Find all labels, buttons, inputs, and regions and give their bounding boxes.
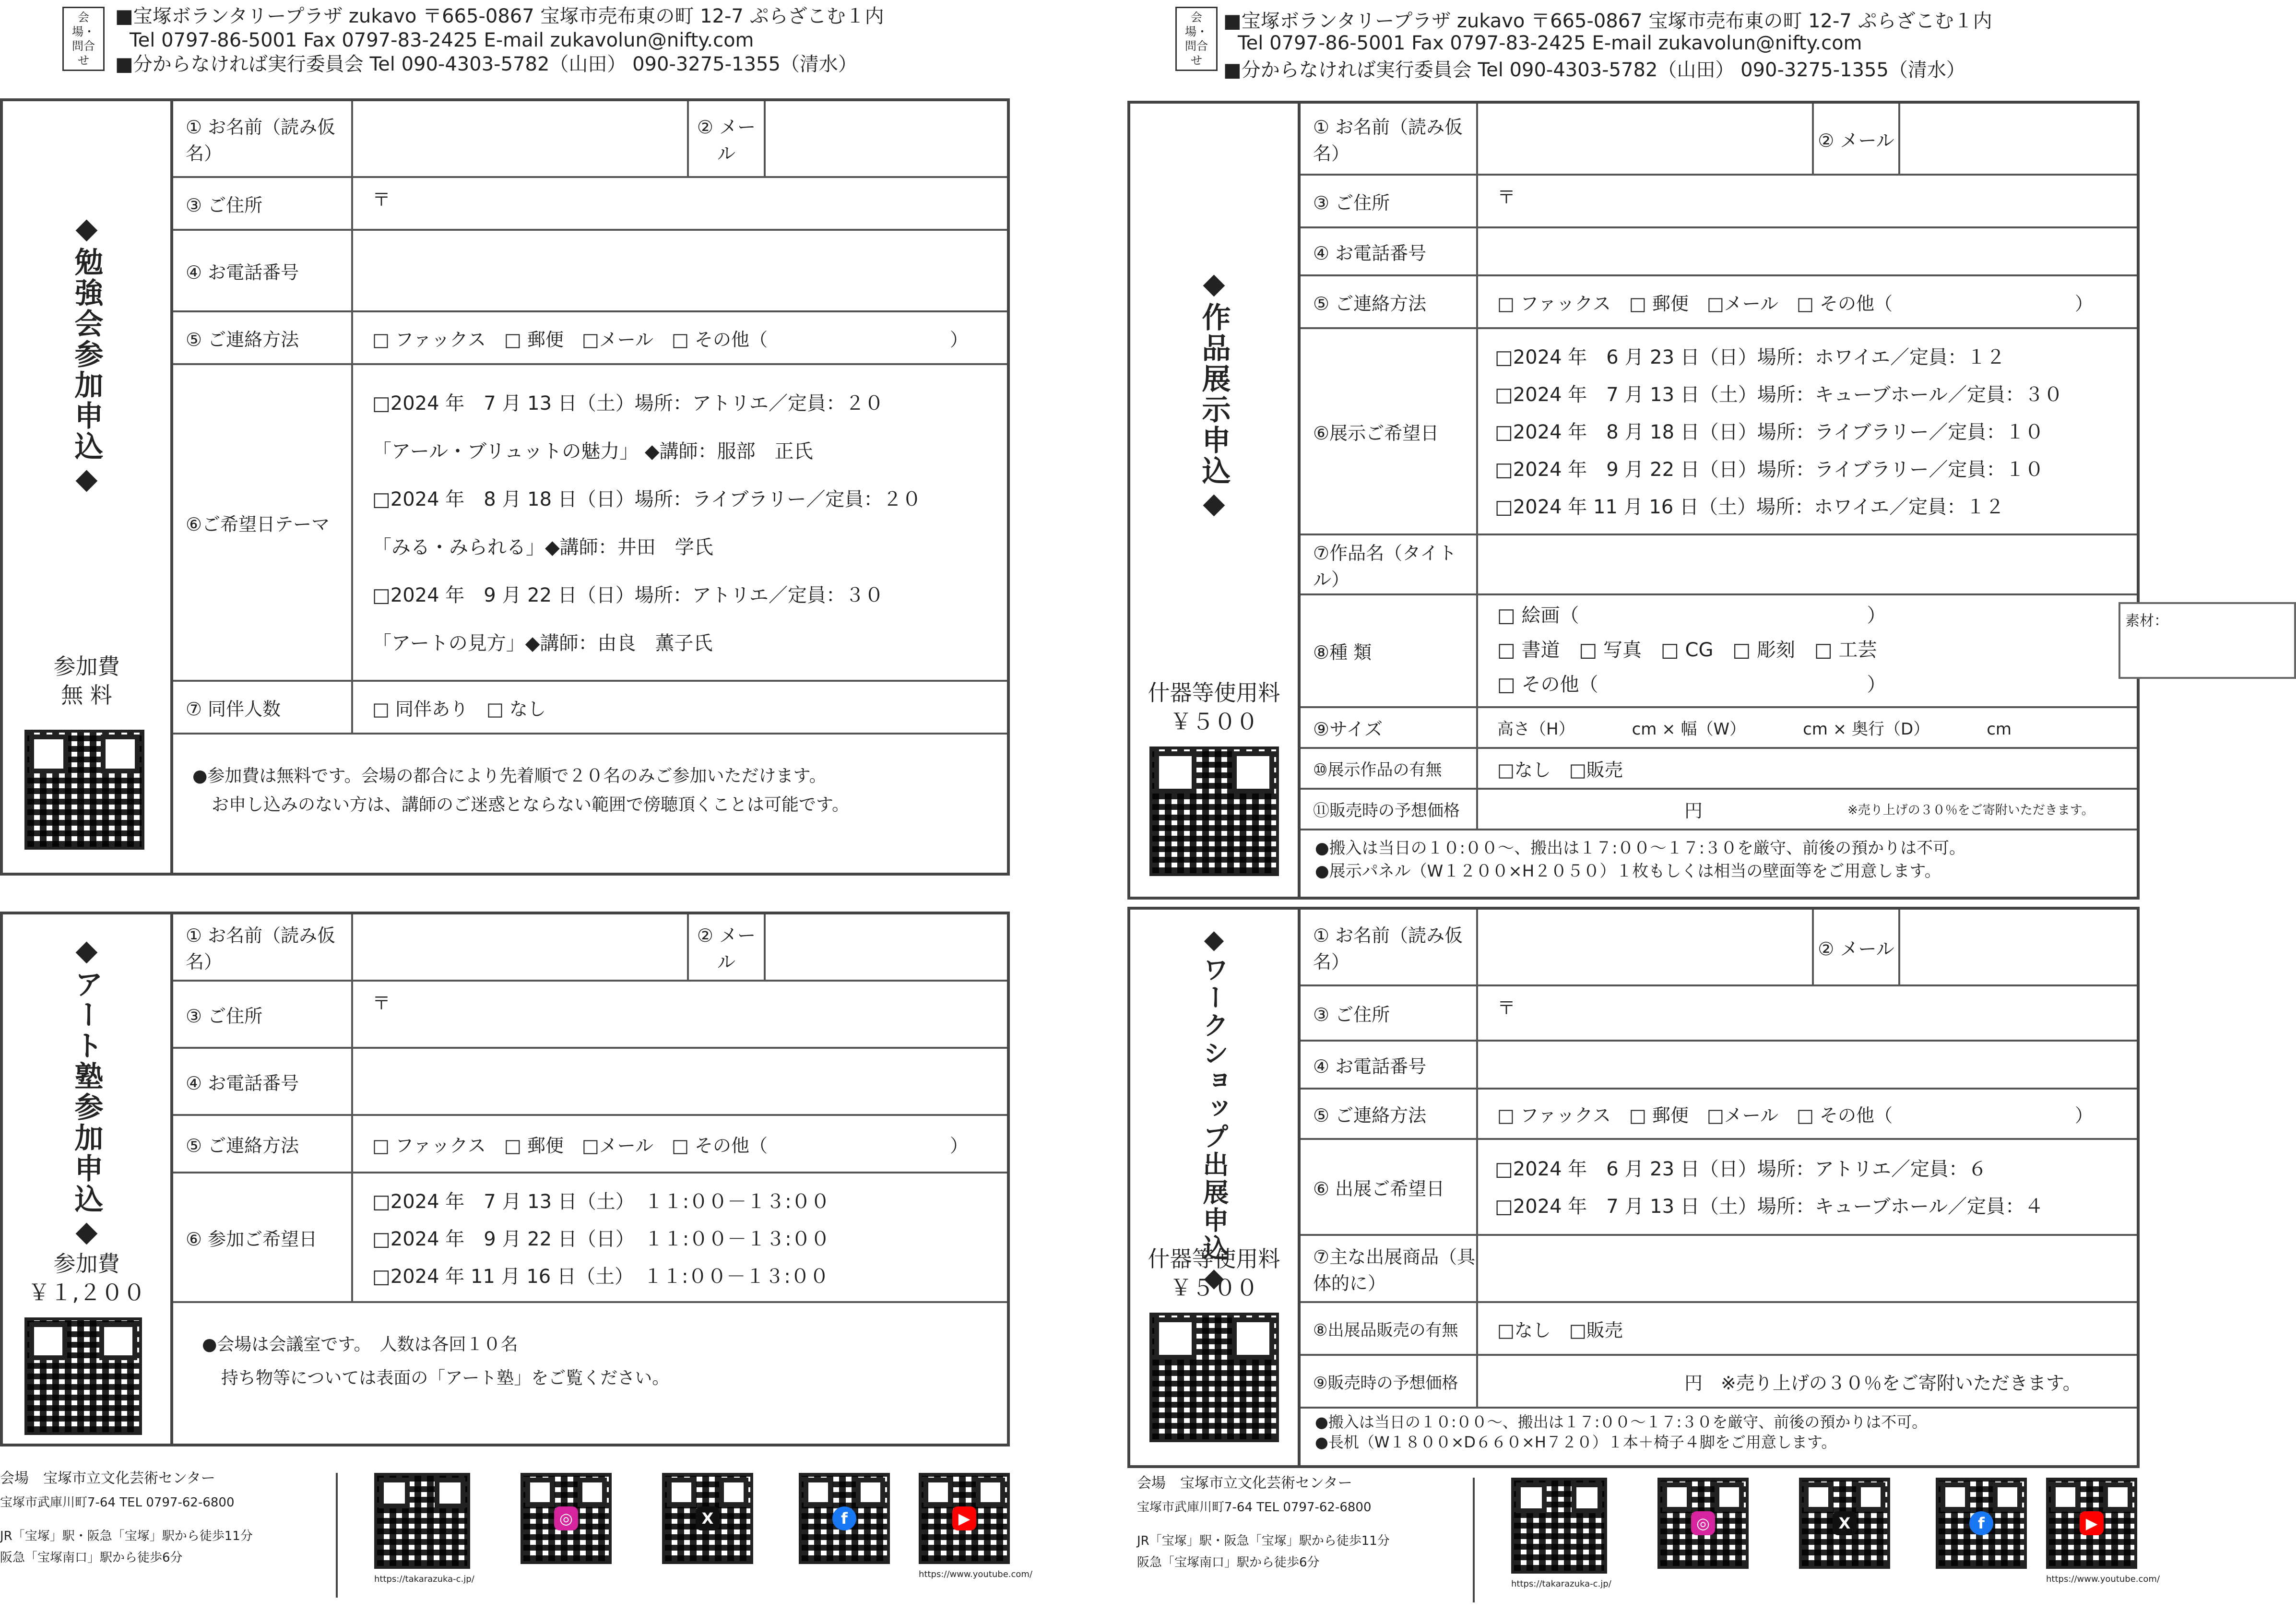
address-field[interactable] xyxy=(1478,986,2137,1040)
qr-code[interactable] xyxy=(24,730,144,850)
divider xyxy=(1473,1478,1475,1602)
youtube-icon: ▶ xyxy=(952,1506,976,1530)
sale-label: ⑧出展品販売の有無 xyxy=(1301,1303,1478,1354)
exhibit-form xyxy=(1127,101,2168,900)
name-label: ① お名前（読み仮名） xyxy=(173,914,353,980)
date-label: ⑥ 参加ご希望日 xyxy=(173,1173,353,1301)
contact-label: ⑤ ご連絡方法 xyxy=(1301,1090,1478,1138)
access-info: 阪急「宝塚南口」駅から徒歩6分 xyxy=(1137,1555,1320,1570)
name-field[interactable] xyxy=(353,101,689,176)
mail-field[interactable] xyxy=(1900,104,2137,174)
facebook-icon: f xyxy=(832,1506,856,1530)
kind-option[interactable]: □ 書道 □ 写真 □ CG □ 彫刻 □ 工芸 xyxy=(1497,639,1877,661)
price-unit[interactable]: 円 xyxy=(1684,800,1703,821)
date-theme: 「アール・ブリュットの魅力」 ◆講師：服部 正氏 xyxy=(372,440,813,462)
footer-right xyxy=(1137,1473,2160,1612)
contact-label: ⑤ ご連絡方法 xyxy=(1301,276,1478,327)
postal-mark: 〒 xyxy=(372,993,391,1014)
kind-options[interactable] xyxy=(1497,598,1886,702)
date-option[interactable]: □2024 年 9 月 22 日（日） １１:００－１３:００ xyxy=(372,1228,830,1250)
contact-options[interactable]: □ ファックス □ 郵便 □メール □ その他（ ） xyxy=(1497,293,2093,314)
venue-name: 会場 宝塚市立文化芸術センター xyxy=(0,1470,215,1487)
date-options[interactable] xyxy=(1495,339,2063,526)
artjuku-form xyxy=(0,912,1010,1446)
name-field[interactable] xyxy=(353,914,689,980)
qr-code[interactable] xyxy=(24,1317,142,1435)
venue-badge: 会場・問合せ xyxy=(1175,7,1218,71)
header-line: ■宝塚ボランタリープラザ zukavo 〒665-0867 宝塚市売布東の町 12-7 ぷらざこむ１内 xyxy=(115,5,884,27)
x-icon: X xyxy=(696,1506,720,1530)
note: お申し込みのない方は、講師のご迷惑とならない範囲で傍聴頂くことは可能です。 xyxy=(212,795,850,815)
note: ●参加費は無料です。会場の都合により先着順で２０名のみご参加いただけます。 xyxy=(192,766,827,786)
price-label: ⑨販売時の予想価格 xyxy=(1301,1356,1478,1407)
note: ●搬入は当日の１０:００～、搬出は１７:００～１７:３０を厳守、前後の預かりは不可。 xyxy=(1315,1413,1928,1431)
header-line: ■分からなければ実行委員会 Tel 090-4303-5782（山田） 090-3275-1355（清水） xyxy=(1223,59,1965,81)
title-label: ⑦作品名（タイトル） xyxy=(1301,535,1478,593)
mail-label: ② メール xyxy=(1814,910,1900,984)
price-unit[interactable]: 円 ※売り上げの３０％をご寄附いただきます。 xyxy=(1684,1372,2081,1394)
website-url[interactable]: https://takarazuka-c.jp/ xyxy=(374,1574,474,1584)
phone-label: ④ お電話番号 xyxy=(173,1049,353,1114)
header-line: Tel 0797-86-5001 Fax 0797-83-2425 E-mail zukavolun@nifty.com xyxy=(1238,32,1862,54)
youtube-url[interactable]: https://www.youtube.com/ xyxy=(919,1569,1033,1579)
address-label: ③ ご住所 xyxy=(1301,176,1478,226)
address-label: ③ ご住所 xyxy=(173,178,353,229)
venue-address: 宝塚市武庫川町7-64 TEL 0797-62-6800 xyxy=(1137,1500,1372,1515)
name-field[interactable] xyxy=(1478,104,1814,174)
date-option[interactable]: □2024 年 7 月 13 日（土）場所：キューブホール／定員：３０ xyxy=(1495,384,2063,406)
header-line: Tel 0797-86-5001 Fax 0797-83-2425 E-mail zukavolun@nifty.com xyxy=(130,29,754,51)
mail-label: ② メール xyxy=(689,101,766,176)
contact-label: ⑤ ご連絡方法 xyxy=(173,312,353,363)
name-label: ① お名前（読み仮名） xyxy=(173,101,353,176)
youtube-icon: ▶ xyxy=(2080,1511,2104,1535)
contact-options[interactable]: □ ファックス □ 郵便 □メール □ その他（ ） xyxy=(372,329,968,350)
youtube-url[interactable]: https://www.youtube.com/ xyxy=(2046,1574,2160,1584)
side-panel xyxy=(1130,910,1301,1465)
side-panel xyxy=(3,914,173,1444)
price-label: ⑪販売時の予想価格 xyxy=(1301,790,1478,829)
workshop-form xyxy=(1127,907,2140,1468)
qr-code[interactable] xyxy=(1149,1313,1279,1442)
size-field[interactable]: 高さ（H） cm × 幅（W） cm × 奥行（D） cm xyxy=(1497,720,2012,739)
venue-address: 宝塚市武庫川町7-64 TEL 0797-62-6800 xyxy=(0,1495,235,1510)
date-option[interactable]: □2024 年 8 月 18 日（日）場所：ライブラリー／定員：１０ xyxy=(1495,421,2044,443)
guest-options[interactable]: □ 同伴あり □ なし xyxy=(372,698,546,720)
side-title: ◆ワークショップ出展申込◆ xyxy=(1199,924,1229,1294)
phone-field[interactable] xyxy=(1478,228,2137,274)
side-panel xyxy=(3,101,173,873)
seminar-form xyxy=(0,98,1010,876)
website-url[interactable]: https://takarazuka-c.jp/ xyxy=(1511,1579,1611,1589)
venue-badge: 会場・問合せ xyxy=(62,7,105,71)
date-option[interactable]: □2024 年 9 月 22 日（日）場所：アトリエ／定員：３０ xyxy=(372,584,884,606)
title-field[interactable] xyxy=(1478,535,2137,593)
date-options[interactable] xyxy=(372,379,921,667)
header-line: ■宝塚ボランタリープラザ zukavo 〒665-0867 宝塚市売布東の町 12-7 ぷらざこむ１内 xyxy=(1223,10,1992,32)
address-field[interactable] xyxy=(353,982,1007,1047)
website-qr[interactable] xyxy=(1511,1478,1607,1574)
postal-mark: 〒 xyxy=(1497,187,1516,208)
material-label: 素材： xyxy=(2125,613,2168,629)
fee-value: ￥１,２００ xyxy=(28,1280,145,1305)
phone-label: ④ お電話番号 xyxy=(1301,1042,1478,1088)
date-label: ⑥ 出展ご希望日 xyxy=(1301,1140,1478,1234)
access-info: JR「宝塚」駅・阪急「宝塚」駅から徒歩11分 xyxy=(1137,1534,1390,1548)
note: ●搬入は当日の１０:００～、搬出は１７:００～１７:３０を厳守、前後の預かりは不可。 xyxy=(1315,839,1966,858)
date-option[interactable]: □2024 年 9 月 22 日（日）場所：ライブラリー／定員：１０ xyxy=(1495,459,2044,481)
access-info: 阪急「宝塚南口」駅から徒歩6分 xyxy=(0,1551,183,1565)
guest-label: ⑦ 同伴人数 xyxy=(173,682,353,733)
postal-mark: 〒 xyxy=(1497,997,1516,1019)
access-info: JR「宝塚」駅・阪急「宝塚」駅から徒歩11分 xyxy=(0,1529,253,1543)
price-note: ※売り上げの３０％をご寄附いただきます。 xyxy=(1847,803,2094,818)
note: 持ち物等については表面の「アート塾」をご覧ください。 xyxy=(221,1368,670,1388)
name-label: ① お名前（読み仮名） xyxy=(1301,104,1478,174)
side-panel xyxy=(1130,104,1301,897)
x-icon: X xyxy=(1833,1511,1857,1535)
website-qr[interactable] xyxy=(374,1473,470,1569)
fee-label: 参加費 xyxy=(53,653,120,679)
mail-field[interactable] xyxy=(766,914,1007,980)
note: ●長机（W１８００×D６６０×H７２０）１本＋椅子４脚をご用意します。 xyxy=(1315,1433,1837,1451)
date-option[interactable]: □2024 年 11 月 16 日（土） １１:００－１３:００ xyxy=(372,1266,829,1288)
phone-field[interactable] xyxy=(353,1049,1007,1114)
item-field[interactable] xyxy=(1478,1236,2137,1301)
date-option[interactable]: □2024 年 7 月 13 日（土）場所：キューブホール／定員：４ xyxy=(1495,1196,2044,1218)
date-option[interactable]: □2024 年 6 月 23 日（日）場所：ホワイエ／定員：１２ xyxy=(1495,346,2005,368)
date-label: ⑥展示ご希望日 xyxy=(1301,329,1478,533)
instagram-icon: ◎ xyxy=(554,1506,578,1530)
contact-options[interactable]: □ ファックス □ 郵便 □メール □ その他（ ） xyxy=(372,1135,968,1156)
mail-label: ② メール xyxy=(689,914,766,980)
date-option[interactable]: □2024 年 8 月 18 日（日）場所：ライブラリー／定員：２０ xyxy=(372,488,922,510)
date-option[interactable]: □2024 年 6 月 23 日（日）場所：アトリエ／定員：６ xyxy=(1495,1158,1987,1180)
header-line: ■分からなければ実行委員会 Tel 090-4303-5782（山田） 090-3275-1355（清水） xyxy=(115,53,857,75)
phone-field[interactable] xyxy=(1478,1042,2137,1088)
contact-options[interactable]: □ ファックス □ 郵便 □メール □ その他（ ） xyxy=(1497,1105,2093,1126)
facebook-icon: f xyxy=(1969,1511,1993,1535)
theme-label: ⑥ご希望日テーマ xyxy=(173,365,353,680)
address-label: ③ ご住所 xyxy=(1301,986,1478,1040)
date-options[interactable] xyxy=(372,1183,830,1295)
kind-label: ⑧種 類 xyxy=(1301,595,1478,706)
side-title: ◆作品展示申込◆ xyxy=(1197,267,1231,522)
fee-value: ￥５００ xyxy=(1170,709,1258,735)
postal-mark: 〒 xyxy=(372,189,391,210)
phone-label: ④ お電話番号 xyxy=(1301,228,1478,274)
fee-label: 什器等使用料 xyxy=(1148,680,1280,706)
fee-label: 什器等使用料 xyxy=(1148,1246,1280,1272)
footer-left xyxy=(0,1468,1033,1612)
side-title: ◆アート塾参加申込◆ xyxy=(70,934,104,1250)
size-label: ⑨サイズ xyxy=(1301,708,1478,747)
contact-label: ⑤ ご連絡方法 xyxy=(173,1116,353,1172)
phone-field[interactable] xyxy=(353,231,1007,310)
address-field[interactable] xyxy=(353,178,1007,229)
address-field[interactable] xyxy=(1478,176,2137,226)
date-option[interactable]: □2024 年 7 月 13 日（土）場所：アトリエ／定員：２０ xyxy=(372,392,884,415)
kind-option[interactable]: □ 絵画（ ） xyxy=(1497,604,1886,627)
date-option[interactable]: □2024 年 11 月 16 日（土）場所：ホワイエ／定員：１２ xyxy=(1495,496,2005,518)
date-theme: 「みる・みられる」◆講師：井田 学氏 xyxy=(372,536,713,558)
name-label: ① お名前（読み仮名） xyxy=(1301,910,1478,984)
name-field[interactable] xyxy=(1478,910,1814,984)
mail-label: ② メール xyxy=(1814,104,1900,174)
mail-field[interactable] xyxy=(1900,910,2137,984)
divider xyxy=(336,1473,338,1598)
date-options[interactable] xyxy=(1495,1150,2044,1225)
note: ●会場は会議室です。 人数は各回１０名 xyxy=(202,1335,518,1354)
fee-value: 無 料 xyxy=(61,682,112,708)
kind-option[interactable]: □ その他（ ） xyxy=(1497,674,1886,696)
date-theme: 「アートの見方」◆講師：由良 薫子氏 xyxy=(372,632,713,654)
instagram-icon: ◎ xyxy=(1691,1511,1715,1535)
date-option[interactable]: □2024 年 7 月 13 日（土） １１:００－１３:００ xyxy=(372,1191,830,1213)
fee-value: ￥５００ xyxy=(1170,1275,1258,1301)
address-label: ③ ご住所 xyxy=(173,982,353,1047)
side-title: ◆勉強会参加申込◆ xyxy=(70,212,104,498)
note: ●展示パネル（W１２００×H２０５０）１枚もしくは相当の壁面等をご用意します。 xyxy=(1315,862,1941,881)
venue-name: 会場 宝塚市立文化芸術センター xyxy=(1137,1475,1352,1492)
material-box[interactable] xyxy=(2118,602,2296,679)
item-label: ⑦主な出展商品（具体的に） xyxy=(1301,1236,1478,1301)
phone-label: ④ お電話番号 xyxy=(173,231,353,310)
sale-label: ⑩展示作品の有無 xyxy=(1301,749,1478,788)
fee-label: 参加費 xyxy=(53,1251,120,1277)
mail-field[interactable] xyxy=(766,101,1007,176)
sale-options[interactable]: □なし □販売 xyxy=(1497,759,1623,781)
sale-options[interactable]: □なし □販売 xyxy=(1497,1319,1623,1341)
qr-code[interactable] xyxy=(1149,747,1279,876)
